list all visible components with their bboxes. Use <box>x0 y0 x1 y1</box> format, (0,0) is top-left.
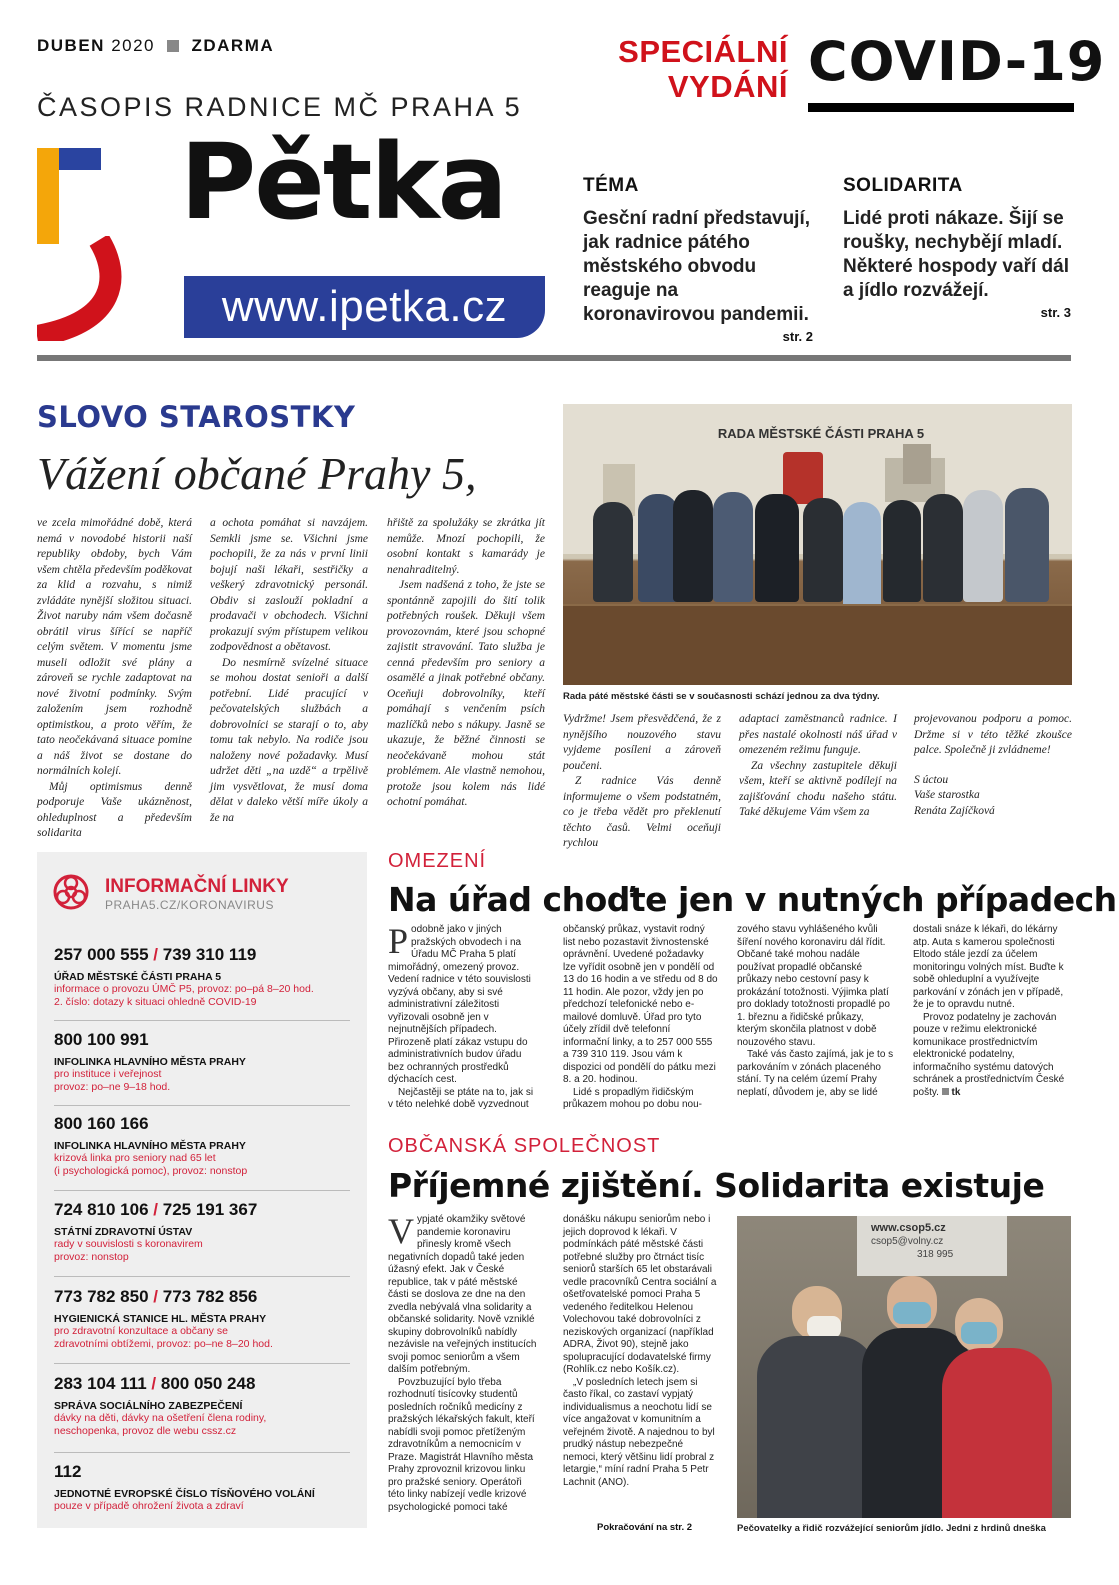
person-figure <box>593 502 633 602</box>
divider <box>54 1020 350 1021</box>
phone-number[interactable]: 283 104 111 <box>54 1374 147 1393</box>
info-entry <box>54 1030 354 1094</box>
entry-name: HYGIENICKÁ STANICE HL. MĚSTA PRAHY <box>54 1313 267 1325</box>
entry-note: pouze v případě ohrožení života a zdraví <box>54 1500 244 1512</box>
photo-wall-sign: RADA MĚSTSKÉ ČÁSTI PRAHA 5 <box>717 426 925 441</box>
photo-caption: Pečovatelky a řidič rozvážející seniorům jídlo. Jedni z hrdinů dneška <box>737 1523 1046 1534</box>
info-lines-box <box>37 852 367 1528</box>
continued-link[interactable]: Pokračování na str. 2 <box>597 1522 693 1533</box>
paragraph: ve zcela mimořádné době, která nemá v novodobé historii naší republiky obdoby, bych Vám všem chtěla především poděkovat za klid a rozvahu, s nimiž zvládáte nynější složitou situaci. Život naruby nám všem dočasně obrátil virus šířící se napříč celým světem. V momentu jsme museli odložit své plány a zároveň se rychle zadaptovat na nové životní podmínky. Svým založením jsem rozhodně optimistkou, a proto věřím, že tato neočekávaná situace pomine a náš život se dostane do normálních kolejí. <box>37 517 192 777</box>
teaser-page: str. 2 <box>782 329 813 344</box>
mayor-greeting: Vážení občané Prahy 5, <box>37 448 477 499</box>
teaser-tema[interactable] <box>583 175 813 344</box>
carers-photo <box>737 1216 1071 1518</box>
divider <box>54 1276 350 1277</box>
slash: / <box>151 1374 157 1393</box>
entry-note: provoz: nonstop <box>54 1251 129 1263</box>
sign-text: csop5@volny.cz <box>871 1236 944 1247</box>
dropcap: V <box>388 1211 414 1251</box>
paragraph: projevovanou podporu a pomoc. Držme si v této těžké zkoušce palce. Společně ji zvládneme! <box>914 713 1072 756</box>
website-link[interactable]: www.ipetka.cz <box>184 276 545 338</box>
special-line-2: VYDÁNÍ <box>667 69 788 104</box>
paragraph: ypjaté okamžiky světové pandemie koronaviru přinesly kromě všech negativních dopadů také jeden úžasný efekt. Jak v České republice, tak v páté městské části se doslova ze dne na den zvedla nebývalá vlna solidarity a občanské solidarity. Nově vzniklé skupiny dobrovolníků nabídly nezávisle na veřejných institucích svoji pomoc seniorům a všem dalším potřebným. <box>388 1214 537 1375</box>
divider <box>54 1105 350 1106</box>
paragraph: Jsem nadšená z toho, že jste se spontánně zapojili do šití tolik potřebných roušek. Děkuji všem provozovnám, které jsou schopné zajistit stravování. Tato služba je cenná především pro seniory a osamělé a jinak potřebné občany. Oceňuji dobrovolníky, kteří pomáhají s venčením psích mazlíčků nebo s nákupy. Jasně se ukazuje, že běžné činnosti se neočekávaně mohou stát problémem. Ale vlastně nemohou, protože jsou kolem nás lidé ochotní pomáhat. <box>387 579 545 808</box>
issue-year: 2020 <box>111 36 156 55</box>
phone-number[interactable]: 773 782 850 <box>54 1287 149 1306</box>
mayor-column-5 <box>739 712 897 821</box>
entry-note: krizová linka pro seniory nad 65 let <box>54 1152 216 1164</box>
biohazard-icon <box>53 874 89 910</box>
author-initials: tk <box>951 1086 961 1098</box>
brand-logo: Pětka <box>180 121 506 243</box>
info-link[interactable]: PRAHA5.CZ/KORONAVIRUS <box>105 898 274 912</box>
paragraph: a ochota pomáhat si navzájem. Semkli jsme se. Všichni jsme pochopili, že za nás v první linii bojují naši lékaři, sestřičky a veškerý zdravotnický personál. Obdiv si zaslouží pokladní a prodavači v obchodech. Všichni prokazují svým přístupem velikou zodpovědnost a obětavost. <box>210 517 368 653</box>
section-title: SLOVO STAROSTKY <box>37 400 356 434</box>
paragraph: Také vás často zajímá, jak je to s parkováním v zónách placeného stání. Ty na celém území Prahy neplatí, důvodem je, aby se lidé <box>737 1049 894 1098</box>
paragraph: odobně jako v jiných pražských obvodech i na Úřadu MČ Praha 5 platí mimořádný, omezený provoz. Vedení radnice v této souvislosti vyzývá občany, aby si své administrativní záležitosti vyřizovali osobně jen v nejnutnějších případech. Přirozeně platí zákaz vstupu do administrativních budov úřadu bez ochranných prostředků dýchacích cest. <box>388 924 531 1085</box>
entry-note: rady v souvislosti s koronavirem <box>54 1238 203 1250</box>
entry-note: neschopenka, provoz dle webu cssz.cz <box>54 1425 237 1437</box>
paragraph: hřiště za spolužáky se zkrátka jít nemůže. Mnozí pochopili, že osobní kontakt s kamarády je nenahraditelný. <box>387 517 545 576</box>
article-column-3 <box>737 924 895 1099</box>
signature-line: S úctou <box>914 773 949 786</box>
covid-underline <box>808 103 1074 112</box>
phone-number[interactable]: 800 050 248 <box>160 1374 256 1393</box>
paragraph: Můj optimismus denně podporuje Vaše ukázněnost, ohleduplnost a především solidarita <box>37 780 192 839</box>
paragraph: Povzbuzující bylo třeba rozhodnutí tisícovky studentů posledních ročníků medicíny z pražských lékařských fakult, kteří nabídli svoji pomoc přetíženým zdravotníkům a nemocnicím v Praze. Magistrát Hlavního města Prahy zprovoznil krizovou linku pro pražské seniory. Operátoři této linky nabízejí vedle krizové psychologické pomoci také <box>388 1376 535 1513</box>
info-entry <box>54 1374 354 1438</box>
issue-price: ZDARMA <box>191 36 275 55</box>
phone-number[interactable]: 112 <box>54 1462 82 1481</box>
phone-number[interactable]: 800 100 991 <box>54 1030 149 1049</box>
divider <box>54 1452 350 1453</box>
mayor-column-3 <box>387 516 545 811</box>
person-figure <box>803 498 843 602</box>
phone-number[interactable]: 800 160 166 <box>54 1114 149 1133</box>
entry-note: 2. číslo: dotazy k situaci ohledně COVID-19 <box>54 996 257 1008</box>
entry-note: zdravotními obtížemi, provoz: po–ne 8–20 hod. <box>54 1338 273 1350</box>
teaser-text: Gesční radní představují, jak radnice pátého městského obvodu reaguje na koronavirovou pandemii. <box>583 208 811 325</box>
sign-board <box>857 1216 1007 1276</box>
divider <box>54 1190 350 1191</box>
slash: / <box>153 1287 159 1306</box>
article-column-1 <box>388 1211 538 1514</box>
signature-line: Renáta Zajíčková <box>914 804 995 817</box>
info-entry <box>54 1200 354 1264</box>
issue-line <box>37 36 274 56</box>
covid-title: COVID-19 <box>808 30 1106 93</box>
conference-table <box>563 604 1072 685</box>
paragraph: „V posledních letech jsem si často říkal, co zastaví vypjatý individualismus a neochotu lidí se více angažovat v komunitním a veřejném životě. A najednou to byl prudký nástup nebezpečné nemoci, který většinu lidí probral z letargie,“ míní radní Praha 5 Petr Lachnit (ANO). <box>563 1376 715 1488</box>
paragraph: občanský průkaz, vystavit rodný list nebo pozastavit živnostenské oprávnění. Uvedené požadavky lze vyřídit osobně jen v pondělí od 13 do 16 hodin a ve středu od 8 do 11 hodin. Ale pozor, vždy jen po předchozí telefonické nebo e-mailové domluvě. Úřad pro tyto účely zřídil dvě telefonní informační linky, a to 257 000 555 a 739 310 119. Jsou vám k dispozici od pondělí do pátku mezi 8. a 20. hodinou. <box>563 924 718 1085</box>
sign-text: www.csop5.cz <box>871 1222 946 1234</box>
separator-square <box>167 40 179 52</box>
person-figure <box>942 1348 1052 1518</box>
entry-note: informace o provozu ÚMČ P5, provoz: po–pá 8–20 hod. <box>54 983 314 995</box>
entry-note: pro instituce i veřejnost <box>54 1068 162 1080</box>
phone-number[interactable]: 724 810 106 <box>54 1200 149 1219</box>
face-mask-icon <box>893 1302 931 1324</box>
issue-month: DUBEN <box>37 36 105 55</box>
dropcap: P <box>388 921 409 961</box>
person-figure <box>757 1336 877 1518</box>
phone-number[interactable]: 739 310 119 <box>162 945 257 964</box>
slash: / <box>153 945 159 964</box>
mayor-column-6 <box>914 712 1072 819</box>
entry-name: ÚŘAD MĚSTSKÉ ČÁSTI PRAHA 5 <box>54 971 222 983</box>
sign-text: 318 995 <box>917 1249 954 1260</box>
entry-note: dávky na děti, dávky na ošetření člena rodiny, <box>54 1412 267 1424</box>
article-headline[interactable]: Příjemné zjištění. Solidarita existuje <box>388 1166 1045 1205</box>
council-photo <box>563 404 1072 685</box>
person-figure <box>883 500 921 602</box>
paragraph: Vydržme! Jsem přesvědčená, že z nynějšího nouzového stavu vyjdeme posíleni a zároveň poučeni. <box>563 713 721 772</box>
article-column-2 <box>563 1214 719 1489</box>
frame-icon <box>903 444 931 484</box>
logo-mark-blue <box>59 148 101 170</box>
paragraph: donášku nákupu seniorům nebo i jejich doprovod k lékaři. V podmínkách páté městské části potřebné služby pro čtrnáct tisíc seniorů starších 65 let obstarávali vedle pracovníků Centra sociální a ošetřovatelské pomoci Praha 5 vedeného ředitelkou Helenou Volechovou také dobrovolníci z neziskových organizací (například ADRA, Život 90), stejně jako spolupracující dodavatelské firmy (Rohlík.cz nebo Košík.cz). <box>563 1214 717 1375</box>
entry-name: JEDNOTNÉ EVROPSKÉ ČÍSLO TÍSŇOVÉHO VOLÁNÍ <box>54 1488 315 1500</box>
masthead-rule <box>37 355 1071 361</box>
paragraph: adaptaci zaměstnanců radnice. I přes nastalé okolnosti náš úřad v omezeném režimu funguje. <box>739 713 897 756</box>
person-figure <box>1005 488 1049 602</box>
teaser-label: TÉMA <box>583 175 639 196</box>
paragraph: Za všechny zastupitele děkuji všem, kteří se aktivně podílejí na zajišťování chodu našeho státu. Také děkujeme Vám všem za <box>739 759 897 818</box>
teaser-solidarita[interactable] <box>843 175 1071 320</box>
paragraph: dostali snáze k lékaři, do lékárny atp. Auta s kamerou společnosti Eltodo stále jezdí za účelem monitoringu volných míst. Buďte k sobě ohleduplní a využívejte parkování v zónách jen v případě, že je to opravdu nutné. <box>913 924 1064 1010</box>
article-column-1 <box>388 921 538 1112</box>
article-column-4 <box>913 924 1071 1099</box>
paragraph: Provoz podatelny je zachován pouze v režimu elektronické komunikace prostřednictvím elektronické podatelny, informačního systému datových schránek a prostřednictvím České pošty. <box>913 1011 1065 1098</box>
info-title: INFORMAČNÍ LINKY <box>105 876 289 897</box>
person-figure <box>638 494 678 602</box>
article-kicker: OBČANSKÁ SPOLEČNOST <box>388 1135 661 1157</box>
entry-note: pro zdravotní konzultace a občany se <box>54 1325 228 1337</box>
end-mark-icon <box>942 1088 949 1095</box>
teaser-page: str. 3 <box>1040 305 1071 320</box>
slash: / <box>153 1200 159 1219</box>
info-entry <box>54 1114 354 1178</box>
phone-number[interactable]: 725 191 367 <box>162 1200 258 1219</box>
special-edition <box>574 34 788 104</box>
photo-caption: Rada páté městské části se v současnosti schází jednou za dva týdny. <box>563 691 880 702</box>
entry-name: INFOLINKA HLAVNÍHO MĚSTA PRAHY <box>54 1140 246 1152</box>
phone-number[interactable]: 257 000 555 <box>54 945 149 964</box>
signature-line: Vaše starostka <box>914 789 980 801</box>
signature-block <box>914 773 1072 820</box>
logo-mark-yellow <box>37 148 59 244</box>
mayor-column-4 <box>563 712 721 852</box>
teaser-text: Lidé proti nákaze. Šijí se roušky, nechybějí mladí. Některé hospody vaří dál a jídlo rozvážejí. <box>843 208 1069 301</box>
divider <box>54 1363 350 1364</box>
person-figure <box>713 492 753 602</box>
info-entry <box>54 1287 354 1351</box>
paragraph: Nejčastěji se ptáte na to, jak si v této nelehké době vyzvednout <box>388 1086 534 1110</box>
person-figure <box>673 490 713 602</box>
special-line-1: SPECIÁLNÍ <box>618 34 788 69</box>
info-entry <box>54 945 354 1009</box>
article-kicker: OMEZENÍ <box>388 850 487 872</box>
paragraph: Do nesmírně svízelné situace se mohou dostat senioři a další potřební. Lidé pracující v pečovatelských službách a dobrovolníci se starají o to, aby tomu tak nebylo. Na rodiče jsou naloženy nové požadavky. Musí udržet děti „na uzdě“ a trpělivě jim vysvětlovat, že musí doma dělat v daleko větší míře úkoly a že na <box>210 656 368 824</box>
teaser-label: SOLIDARITA <box>843 175 963 196</box>
face-mask-icon <box>807 1316 841 1338</box>
paragraph: Lidé s propadlým řidičským průkazem mohou po dobu nou- <box>563 1086 702 1110</box>
person-figure <box>963 490 1003 602</box>
logo-mark-red-arc <box>37 236 137 341</box>
magazine-subtitle: ČASOPIS RADNICE MČ PRAHA 5 <box>37 92 523 122</box>
face-mask-icon <box>961 1322 997 1344</box>
article-column-2 <box>563 924 718 1112</box>
entry-note: provoz: po–ne 9–18 hod. <box>54 1081 171 1093</box>
paragraph: Z radnice Vás denně informujeme o všem podstatném, co je třeba vědět pro překlenutí těchto časů. Velmi oceňuji rychlou <box>563 775 721 849</box>
paragraph: zového stavu vyhlášeného kvůli šíření nového koronaviru dál řídit. Občané také mohou nadále používat propadlé občanské průkazy nebo cestovní pasy k prokázání totožnosti. Výjimka platí pro doklady totožnosti propadlé po 1. březnu a řidičské průkazy, kterým skončila platnost v době nouzového stavu. <box>737 924 890 1048</box>
person-figure <box>755 494 799 602</box>
entry-name: SPRÁVA SOCIÁLNÍHO ZABEZPEČENÍ <box>54 1400 243 1412</box>
phone-number[interactable]: 773 782 856 <box>162 1287 258 1306</box>
info-entry <box>54 1462 354 1513</box>
entry-name: INFOLINKA HLAVNÍHO MĚSTA PRAHY <box>54 1056 246 1068</box>
entry-name: STÁTNÍ ZDRAVOTNÍ ÚSTAV <box>54 1226 193 1238</box>
entry-note: (i psychologická pomoc), provoz: nonstop <box>54 1165 248 1177</box>
mayor-column-1 <box>37 516 192 842</box>
article-headline[interactable]: Na úřad choďte jen v nutných případech <box>388 880 1117 919</box>
mayor-column-2 <box>210 516 368 826</box>
person-figure <box>923 494 963 602</box>
